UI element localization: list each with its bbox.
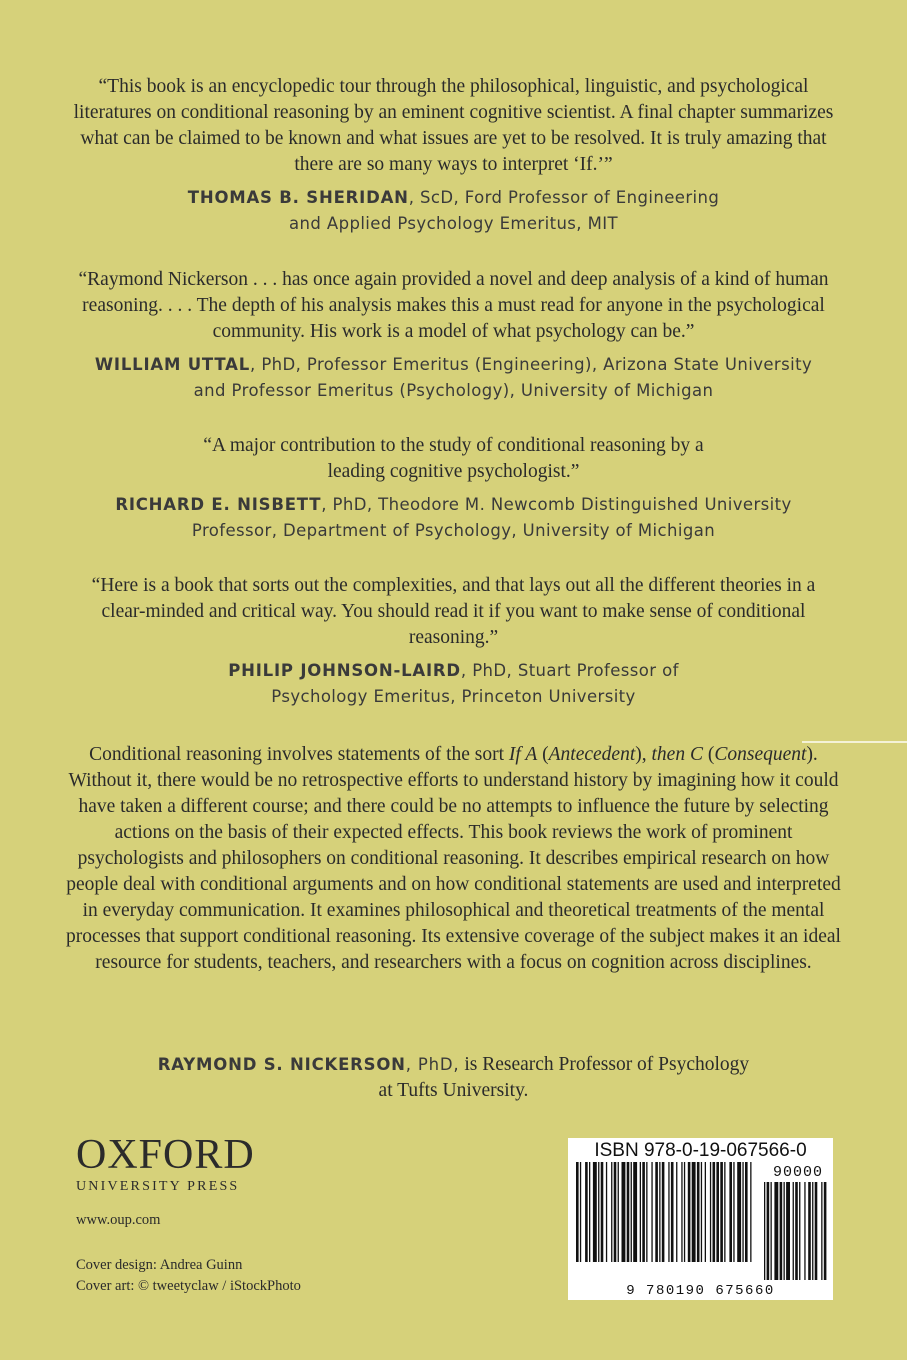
barcode-addon-bar xyxy=(821,1182,822,1280)
barcode-bar xyxy=(646,1162,647,1262)
barcode-bar xyxy=(580,1162,581,1262)
barcode-bar xyxy=(593,1162,597,1262)
barcode-addon-bar xyxy=(774,1182,778,1280)
author-bio-line1: is Research Professor of Psychology xyxy=(459,1054,750,1075)
description-text: Conditional reasoning involves statements of the sort xyxy=(89,744,509,765)
isbn-text: ISBN 978-0-19-067566-0 xyxy=(594,1140,807,1161)
barcode-bar xyxy=(618,1162,619,1262)
barcode-bar xyxy=(651,1162,652,1262)
isbn-barcode xyxy=(568,1138,833,1300)
endorser-degree: , ScD, xyxy=(408,188,460,207)
barcode-addon-bar xyxy=(767,1182,770,1280)
barcode-bar xyxy=(729,1162,732,1262)
barcode-bar xyxy=(684,1162,685,1262)
cover-design-credit: Cover design: Andrea Guinn xyxy=(76,1257,243,1273)
description-text: ( xyxy=(702,744,715,765)
barcode-bar xyxy=(671,1162,674,1262)
barcode-bar xyxy=(659,1162,660,1262)
barcode-bar xyxy=(688,1162,691,1262)
author-degree: , PhD, xyxy=(405,1055,460,1074)
barcode-addon-bar xyxy=(771,1182,772,1280)
cover-art-credit: Cover art: © tweetyclaw / iStockPhoto xyxy=(76,1278,301,1294)
blurb-uttal xyxy=(60,267,847,404)
barcode-bar xyxy=(716,1162,719,1262)
barcode-addon-bar xyxy=(799,1182,800,1280)
endorser-affiliation: Theodore M. Newcomb Distinguished University Professor, Department of Psychology, University of Michigan xyxy=(191,495,792,540)
endorser-affiliation: Stuart Professor of Psychology Emeritus, Princeton University xyxy=(271,661,679,706)
barcode-bar xyxy=(606,1162,607,1262)
barcode-addon-bar xyxy=(824,1182,827,1280)
publisher-website[interactable]: www.oup.com xyxy=(76,1212,161,1228)
barcode-bar xyxy=(642,1162,645,1262)
author-bio xyxy=(60,1052,847,1104)
barcode-bar xyxy=(697,1162,700,1262)
barcode-bar xyxy=(589,1162,590,1262)
barcode-bar xyxy=(750,1162,751,1262)
barcode-bar xyxy=(681,1162,682,1262)
barcode-bar xyxy=(692,1162,696,1262)
barcode-addon-bar xyxy=(808,1182,811,1280)
author-bio-line2: at Tufts University. xyxy=(378,1080,529,1101)
barcode-bar xyxy=(662,1162,665,1262)
description-consequent: Consequent xyxy=(714,744,807,765)
barcode-addon-bar xyxy=(764,1182,765,1280)
barcode-bar xyxy=(737,1162,741,1262)
attribution xyxy=(60,492,847,544)
description-antecedent: Antecedent xyxy=(548,744,636,765)
endorser-name: THOMAS B. SHERIDAN xyxy=(187,188,409,207)
blurb-sheridan xyxy=(60,74,847,237)
barcode-bar xyxy=(611,1162,612,1262)
blurb-johnson-laird xyxy=(60,573,847,710)
barcode-bar xyxy=(627,1162,630,1262)
barcode-addon-bar xyxy=(784,1182,785,1280)
barcode-bar xyxy=(733,1162,734,1262)
barcode-addon-bar xyxy=(793,1182,794,1280)
publisher-name: OXFORD xyxy=(76,1132,255,1178)
endorser-degree: , PhD, xyxy=(250,355,302,374)
publisher-subtitle: UNIVERSITY PRESS xyxy=(76,1179,240,1194)
barcode-addon-bar xyxy=(804,1182,805,1280)
attribution xyxy=(60,352,847,404)
description-text: ), xyxy=(635,744,652,765)
attribution xyxy=(60,185,847,237)
barcode-addon-bar xyxy=(815,1182,818,1280)
description-then-c: then C xyxy=(651,744,703,765)
barcode-addon-bar xyxy=(795,1182,798,1280)
quote-text: “Here is a book that sorts out the complexities, and that lays out all the different theories in a clear-minded and critical way. You should read it if you want to make sense of conditional reasoning.” xyxy=(91,575,816,648)
endorser-affiliation: Professor Emeritus (Engineering), Arizona State University and Professor Emeritus (Psychology), University of Michigan xyxy=(193,355,813,400)
endorser-degree: , PhD, xyxy=(460,661,513,680)
endorser-name: WILLIAM UTTAL xyxy=(94,355,251,374)
barcode-bar xyxy=(742,1162,743,1262)
barcode-bar xyxy=(601,1162,604,1262)
barcode-bar xyxy=(724,1162,725,1262)
barcode-addon-bar xyxy=(780,1182,783,1280)
blurb-nisbett xyxy=(60,433,847,544)
barcode-bar xyxy=(614,1162,617,1262)
barcode-bar xyxy=(720,1162,723,1262)
quote-text: “Raymond Nickerson . . . has once again provided a novel and deep analysis of a kind of human reasoning. . . . The depth of his analysis makes this a must read for anyone in the psychological community. His work is a model of what psychology can be.” xyxy=(78,269,829,342)
barcode-bar xyxy=(598,1162,599,1262)
barcode-addon-bar xyxy=(812,1182,813,1280)
description-text: ). Without it, there would be no retrospective efforts to understand history by imagining how it could have taken a different course; and there could be no attempts to influence the future by selecting actions on the basis of their expected effects. This book reviews the work of prominent psychologists and philosophers on conditional reasoning. It describes empirical research on how people deal with conditional arguments and on how conditional statements are used and interpreted in everyday communication. It examines philosophical and theoretical treatments of the mental processes that support conditional reasoning. Its extensive coverage of the subject makes it an ideal resource for students, teachers, and researchers with a focus on cognition across disciplines. xyxy=(66,744,841,973)
quote-text: “A major contribution to the study of conditional reasoning by a leading cognitive psychologist.” xyxy=(203,435,704,482)
barcode-bar xyxy=(745,1162,748,1262)
barcode-bar xyxy=(713,1162,716,1262)
barcode-digits: 9 780190 675660 xyxy=(626,1283,775,1299)
endorser-name: RICHARD E. NISBETT xyxy=(115,495,322,514)
barcode-bar xyxy=(631,1162,632,1262)
publisher-logo xyxy=(76,1133,255,1195)
endorser-degree: , PhD, xyxy=(321,495,373,514)
barcode-bar xyxy=(705,1162,706,1262)
barcode-bar xyxy=(676,1162,677,1262)
attribution xyxy=(60,658,847,710)
quote-text: “This book is an encyclopedic tour through the philosophical, linguistic, and psychological literatures on conditional reasoning by an eminent cognitive scientist. A final chapter summarizes what can be claimed to be known and what issues are yet to be resolved. It is truly amazing that there are so many ways to interpret ‘If.’” xyxy=(73,76,834,175)
barcode-addon: 90000 xyxy=(772,1164,823,1181)
barcode-addon-bar xyxy=(786,1182,790,1280)
description-if-a: If A xyxy=(508,744,538,765)
barcode-bar xyxy=(640,1162,641,1262)
endorser-name: PHILIP JOHNSON-LAIRD xyxy=(228,661,461,680)
barcode-bar xyxy=(622,1162,626,1262)
book-description xyxy=(60,742,847,976)
barcode-bar xyxy=(668,1162,669,1262)
barcode-bar xyxy=(710,1162,711,1262)
author-name: RAYMOND S. NICKERSON xyxy=(157,1055,406,1074)
barcode-bar xyxy=(585,1162,588,1262)
description-text: ( xyxy=(537,744,549,765)
barcode-bar xyxy=(633,1162,637,1262)
endorser-affiliation: Ford Professor of Engineering and Applied Psychology Emeritus, MIT xyxy=(289,188,720,233)
barcode-bar xyxy=(576,1162,579,1262)
barcode-bar xyxy=(655,1162,658,1262)
barcode-bar xyxy=(701,1162,702,1262)
